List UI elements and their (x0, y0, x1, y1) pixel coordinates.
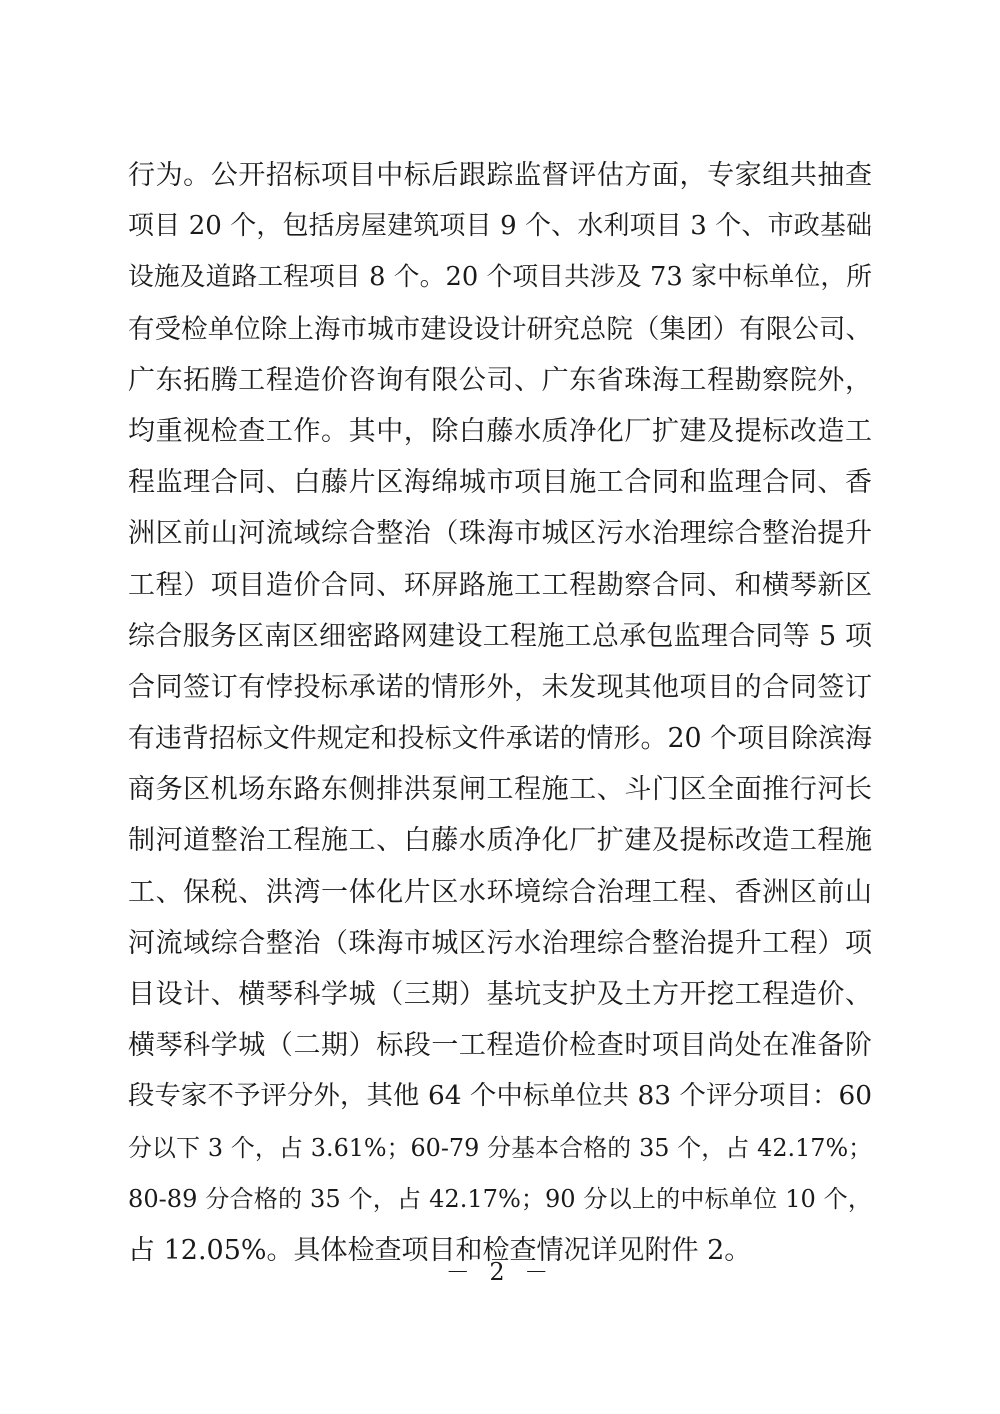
body-paragraph (128, 150, 872, 1276)
text-line: 有受检单位除上海市城市建设设计研究总院（集团）有限公司、 (128, 313, 872, 345)
text-line: 河流域综合整治（珠海市城区污水治理综合整治提升工程）项 (128, 927, 872, 959)
text-line: 工、保税、洪湾一体化片区水环境综合治理工程、香洲区前山 (128, 876, 872, 908)
text-line: 分以下 3 个，占 3.61%；60-79 分基本合格的 35 个，占 42.17%； (128, 1133, 872, 1162)
text-line: 均重视检查工作。其中，除白藤水质净化厂扩建及提标改造工 (128, 415, 872, 447)
text-line: 有违背招标文件规定和投标文件承诺的情形。20 个项目除滨海 (128, 723, 872, 755)
text-line: 程监理合同、白藤片区海绵城市项目施工合同和监理合同、香 (128, 467, 872, 499)
text-line: 项目 20 个，包括房屋建筑项目 9 个、水利项目 3 个、市政基础 (128, 211, 872, 242)
text-line: 设施及道路工程项目 8 个。20 个项目共涉及 73 家中标单位，所 (128, 262, 872, 293)
text-line: 制河道整治工程施工、白藤水质净化厂扩建及提标改造工程施 (128, 825, 872, 857)
text-line: 段专家不予评分外，其他 64 个中标单位共 83 个评分项目：60 (128, 1081, 872, 1112)
text-line: 洲区前山河流域综合整治（珠海市城区污水治理综合整治提升 (128, 518, 872, 550)
text-line: 合同签订有悖投标承诺的情形外，未发现其他项目的合同签订 (128, 671, 872, 703)
text-line: 80-89 分合格的 35 个，占 42.17%；90 分以上的中标单位 10 个， (128, 1184, 872, 1213)
page-number: － 2 － (445, 1258, 555, 1286)
text-line: 横琴科学城（二期）标段一工程造价检查时项目尚处在准备阶 (128, 1030, 872, 1062)
text-line: 综合服务区南区细密路网建设工程施工总承包监理合同等 5 项 (128, 620, 872, 652)
text-line: 占 12.05%。具体检查项目和检查情况详见附件 2。 (128, 1234, 752, 1266)
text-line: 商务区机场东路东侧排洪泵闸工程施工、斗门区全面推行河长 (128, 774, 872, 806)
text-line: 广东拓腾工程造价咨询有限公司、广东省珠海工程勘察院外， (128, 364, 872, 396)
text-line: 工程）项目造价合同、环屏路施工工程勘察合同、和横琴新区 (128, 569, 872, 601)
text-line: 行为。公开招标项目中标后跟踪监督评估方面，专家组共抽查 (128, 160, 872, 191)
text-line: 目设计、横琴科学城（三期）基坑支护及土方开挖工程造价、 (128, 979, 872, 1010)
